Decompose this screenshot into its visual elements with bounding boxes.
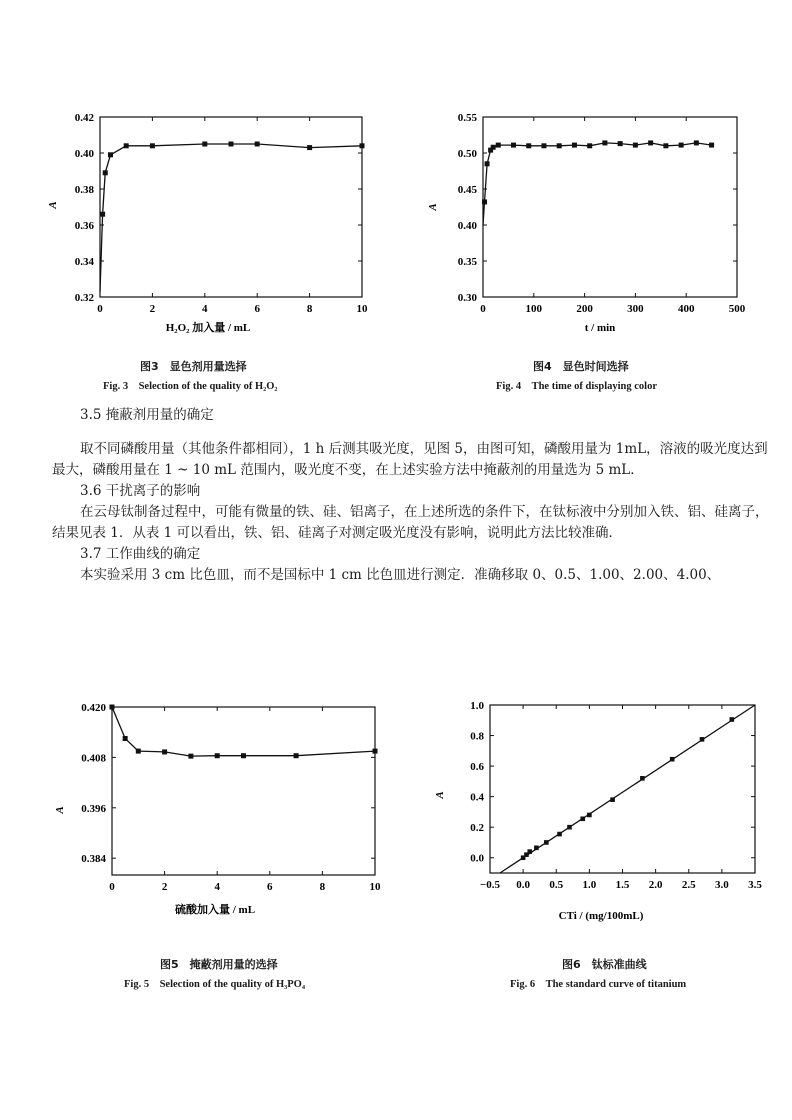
x-tick-label: 2.0	[648, 879, 663, 891]
series-line	[483, 143, 712, 225]
y-tick-label: 0.34	[74, 256, 94, 268]
section-3-7-body: 本实验采用 3 cm 比色皿，而不是国标中 1 cm 比色皿进行测定．准确移取 0、0.5、1.00、2.00、4.00、	[80, 567, 721, 583]
fig3-caption-en: Fig. 3 Selection of the quality of H₂O₂	[103, 381, 278, 392]
data-point	[587, 813, 592, 818]
x-tick-label: 1.5	[615, 879, 630, 891]
section-3-6-title: 3.6 干扰离子的影响	[80, 483, 201, 499]
data-point	[534, 846, 539, 851]
x-tick-label: 300	[627, 303, 644, 315]
data-point	[544, 840, 549, 845]
body-text	[52, 405, 780, 586]
data-point	[100, 212, 105, 217]
fig6-caption-cn: 图6 钛标准曲线	[562, 958, 647, 971]
x-tick-label: 4	[214, 881, 220, 893]
fig3-caption-cn: 图3 显色剂用量选择	[140, 360, 247, 373]
y-tick-label: 0.30	[457, 292, 477, 304]
x-tick-label: 0.5	[549, 879, 564, 891]
y-axis-label: A	[427, 203, 439, 211]
x-tick-label: 1.0	[582, 879, 597, 891]
chart-fig3	[40, 105, 370, 345]
data-point	[136, 749, 141, 754]
data-point	[567, 825, 572, 830]
y-tick-label: 0.36	[74, 220, 94, 232]
data-point	[188, 754, 193, 759]
data-point	[602, 140, 607, 145]
x-tick-label: 500	[728, 303, 746, 315]
y-tick-label: 1.0	[470, 700, 484, 712]
x-tick-label: 400	[677, 303, 695, 315]
data-point	[527, 849, 532, 854]
data-point	[373, 749, 378, 754]
data-point	[557, 832, 562, 837]
y-tick-label: 0.2	[470, 822, 484, 835]
y-tick-label: 0.32	[74, 292, 94, 304]
x-tick-label: 10	[369, 881, 381, 893]
x-tick-label: 6	[267, 881, 273, 893]
data-point	[485, 161, 490, 166]
data-point	[557, 143, 562, 148]
x-tick-label: 3.0	[715, 879, 729, 891]
data-point	[124, 143, 129, 148]
x-tick-label: 8	[306, 303, 313, 315]
y-tick-label: 0.40	[74, 148, 94, 160]
y-tick-label: 0.6	[470, 761, 484, 774]
data-point	[511, 143, 516, 148]
section-3-5-body: 取不同磷酸用量（其他条件都相同），1 h 后测其吸光度，见图 5，由图可知，磷酸用量为 1mL，溶液的吸光度达到最大，磷酸用量在 1 ~ 10 mL 范围内，吸光度不变，在上述实验方法中掩蔽剂的用量选为 5 mL．	[52, 441, 768, 478]
data-point	[541, 143, 546, 148]
y-axis-label: A	[54, 806, 66, 814]
data-point	[307, 145, 312, 150]
data-point	[229, 142, 234, 147]
y-axis-label: A	[434, 791, 446, 799]
x-tick-label: 0.0	[516, 879, 530, 891]
plot-frame	[483, 117, 737, 297]
section-3-6-body: 在云母钛制备过程中，可能有微量的铁、硅、铝离子，在上述所选的条件下，在钛标液中分别加入铁、铝、硅离子，结果见表 1．从表 1 可以看出，铁、铝、硅离子对测定吸光度没有影响，说明此方法比较准确．	[52, 504, 769, 541]
data-point	[648, 140, 653, 145]
x-tick-label: 6	[254, 303, 260, 315]
x-tick-label: 0	[97, 303, 103, 315]
data-point	[730, 717, 735, 722]
y-tick-label: 0.35	[457, 256, 477, 268]
section-3-7-title: 3.7 工作曲线的确定	[80, 546, 201, 562]
y-tick-label: 0.4	[470, 791, 484, 804]
data-point	[108, 152, 113, 157]
plot-frame	[112, 707, 375, 875]
y-axis-label: A	[47, 201, 59, 209]
y-tick-label: 0.55	[457, 112, 477, 124]
x-tick-label: 0	[480, 303, 486, 315]
data-point	[526, 143, 531, 148]
data-point	[491, 145, 496, 150]
y-tick-label: 0.8	[470, 730, 484, 743]
data-point	[103, 170, 108, 175]
data-point	[633, 143, 638, 148]
series-line	[100, 144, 362, 292]
x-tick-label: 4	[202, 303, 208, 315]
y-tick-label: 0.408	[81, 752, 106, 765]
y-tick-label: 0.38	[74, 184, 94, 196]
figure-6	[425, 695, 770, 940]
data-point	[241, 753, 246, 758]
data-point	[709, 143, 714, 148]
data-point	[670, 757, 675, 762]
data-point	[694, 140, 699, 145]
x-axis-label: t / min	[584, 322, 616, 334]
fig4-caption-cn: 图4 显色时间选择	[533, 360, 629, 373]
figure-5	[45, 695, 385, 945]
x-tick-label: 100	[525, 303, 543, 315]
fig5-caption-cn: 图5 掩蔽剂用量的选择	[160, 958, 278, 971]
x-axis-label: CTi / (mg/100mL)	[558, 910, 644, 922]
x-tick-label: 2.5	[681, 879, 696, 891]
data-point	[700, 737, 705, 742]
x-tick-label: 8	[319, 881, 326, 893]
data-point	[610, 797, 615, 802]
figure-4	[420, 105, 760, 345]
data-point	[618, 141, 623, 146]
x-tick-label: 2	[149, 303, 156, 315]
x-tick-label: 0	[109, 881, 115, 893]
fig6-caption-en: Fig. 6 The standard curve of titanium	[510, 979, 687, 990]
chart-fig6	[425, 695, 770, 940]
data-point	[496, 143, 501, 148]
fig5-caption-en: Fig. 5 Selection of the quality of H₃PO₄	[124, 979, 305, 990]
fig4-caption-en: Fig. 4 The time of displaying color	[496, 381, 657, 392]
y-tick-label: 0.42	[74, 112, 94, 124]
chart-fig4	[420, 105, 760, 345]
y-tick-label: 0.40	[457, 220, 477, 232]
y-tick-label: 0.420	[81, 702, 106, 714]
data-point	[679, 143, 684, 148]
section-3-5-title: 3.5 掩蔽剂用量的确定	[80, 407, 214, 423]
data-point	[255, 142, 260, 147]
data-point	[150, 143, 155, 148]
data-point	[360, 143, 365, 148]
data-point	[587, 143, 592, 148]
data-point	[215, 753, 220, 758]
data-point	[110, 705, 115, 710]
data-point	[123, 736, 128, 741]
x-tick-label: 3.5	[748, 879, 762, 891]
x-tick-label: 10	[356, 303, 368, 315]
y-tick-label: 0.0	[470, 852, 484, 865]
data-point	[640, 776, 645, 781]
x-tick-label: 200	[576, 303, 593, 315]
figure-3	[40, 105, 370, 345]
y-tick-label: 0.384	[81, 853, 106, 866]
y-tick-label: 0.396	[81, 802, 106, 815]
series-line	[112, 707, 375, 756]
y-tick-label: 0.45	[457, 184, 477, 196]
data-point	[580, 816, 585, 821]
data-point	[572, 143, 577, 148]
x-axis-label: 硫酸加入量 / mL	[174, 904, 256, 916]
data-point	[663, 143, 668, 148]
data-point	[162, 749, 167, 754]
x-tick-label: −0.5	[479, 879, 501, 891]
data-point	[482, 199, 487, 204]
y-tick-label: 0.50	[457, 148, 477, 160]
chart-fig5	[45, 695, 385, 945]
data-point	[294, 753, 299, 758]
data-point	[202, 142, 207, 147]
x-tick-label: 2	[161, 881, 168, 893]
plot-frame	[490, 705, 755, 873]
x-axis-label: H₂O₂ 加入量 / mL	[165, 322, 251, 334]
